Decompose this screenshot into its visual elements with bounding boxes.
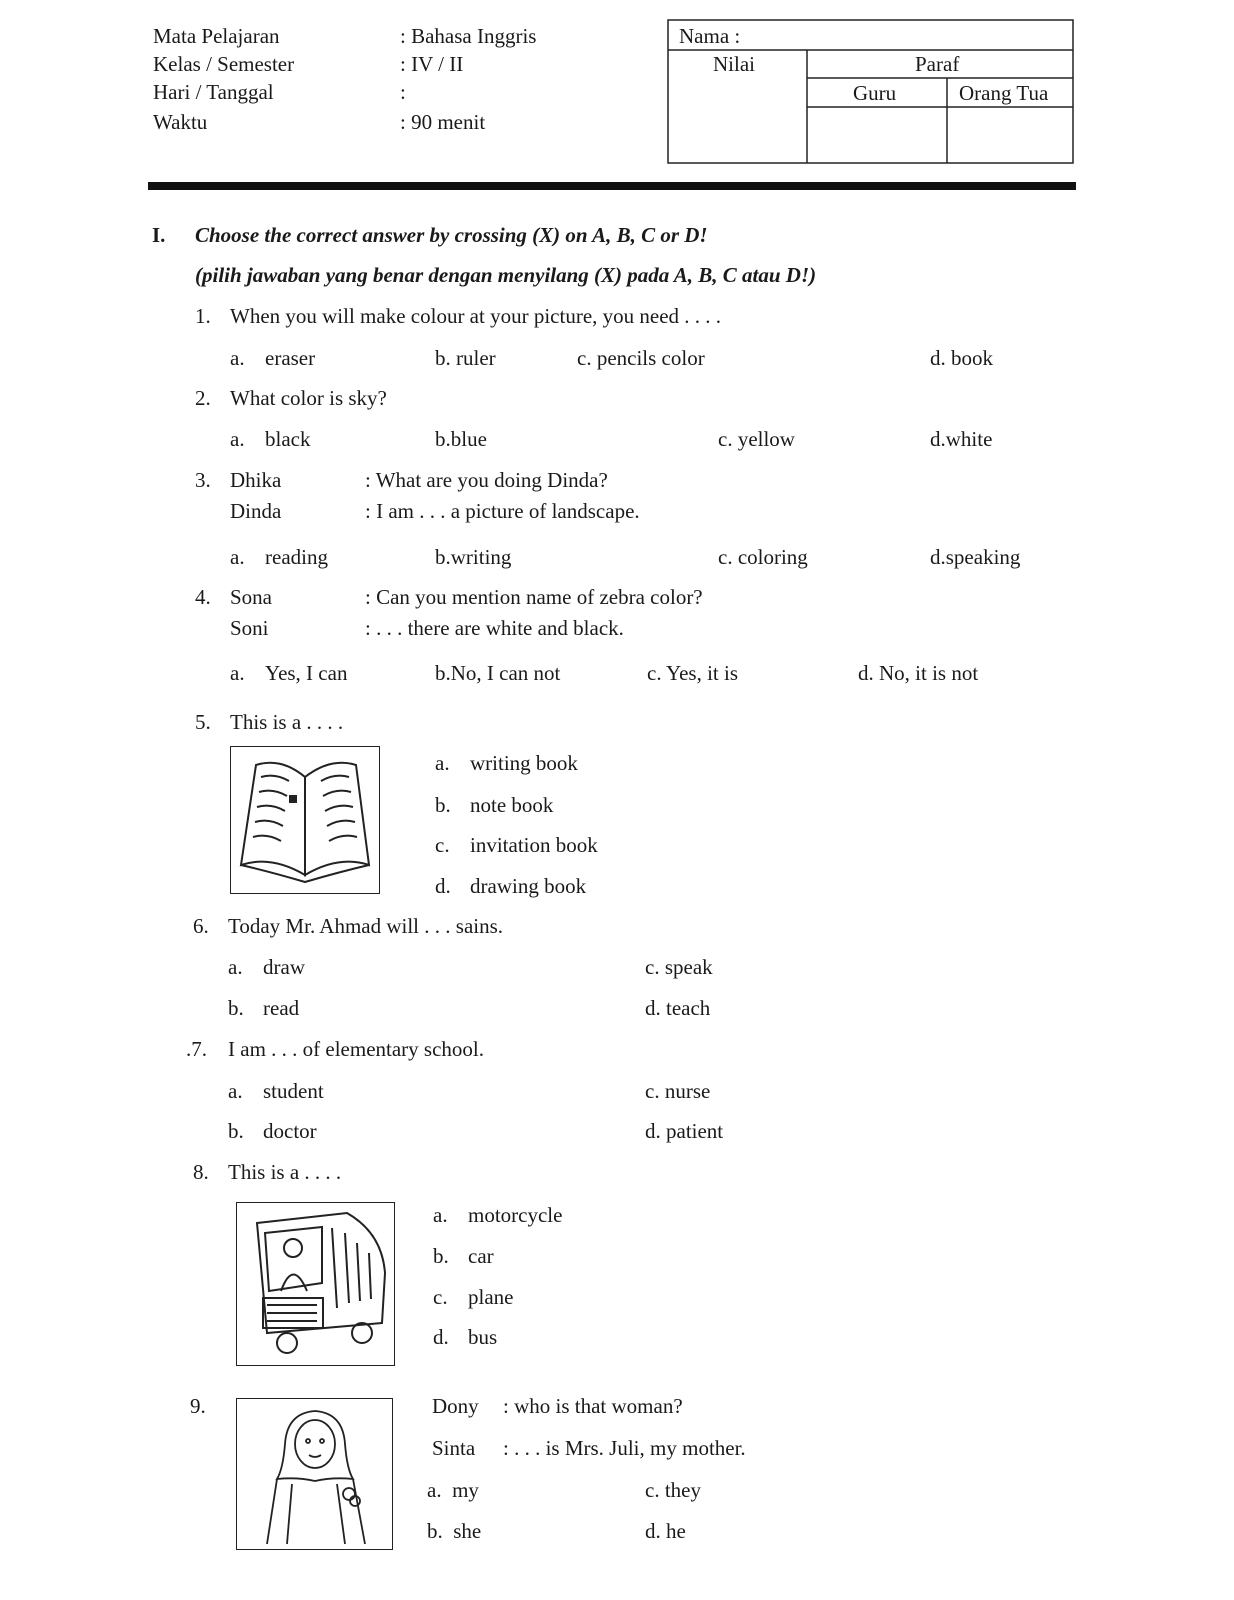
option-letter[interactable]: a.: [230, 661, 245, 685]
dialog-speaker: Soni: [230, 616, 269, 640]
dialog-speaker: Dhika: [230, 468, 282, 492]
option-letter[interactable]: a.: [230, 427, 245, 451]
option-d[interactable]: d.white: [930, 427, 993, 451]
option-b[interactable]: read: [263, 996, 300, 1020]
option-b[interactable]: b.No, I can not: [435, 661, 561, 685]
option-c[interactable]: plane: [468, 1285, 514, 1309]
signature-label: Paraf: [915, 52, 960, 76]
option-c[interactable]: c. yellow: [718, 427, 795, 451]
teacher-label: Guru: [853, 81, 897, 105]
option-c[interactable]: c. Yes, it is: [647, 661, 739, 685]
option-letter[interactable]: b.: [228, 996, 244, 1020]
question-number: 1.: [195, 304, 211, 328]
option-a[interactable]: writing book: [470, 751, 578, 775]
option-letter[interactable]: d.: [435, 874, 451, 898]
dialog-line: : who is that woman?: [503, 1394, 683, 1418]
dialog-speaker: Dony: [432, 1394, 479, 1418]
option-d[interactable]: drawing book: [470, 874, 587, 898]
option-a[interactable]: reading: [265, 545, 328, 569]
option-d[interactable]: d.speaking: [930, 545, 1021, 569]
question-number: 9.: [190, 1394, 206, 1418]
option-a[interactable]: motorcycle: [468, 1203, 563, 1227]
option-letter[interactable]: a.: [435, 751, 450, 775]
option-b[interactable]: b. ruler: [435, 346, 496, 370]
option-d[interactable]: d. he: [645, 1519, 686, 1543]
option-letter[interactable]: c.: [433, 1285, 448, 1309]
question-number: 3.: [195, 468, 211, 492]
dialog-line: : Can you mention name of zebra color?: [365, 585, 703, 609]
bus-icon: [237, 1203, 394, 1365]
option-c[interactable]: c. pencils color: [577, 346, 705, 370]
option-a[interactable]: black: [265, 427, 311, 451]
option-a[interactable]: student: [263, 1079, 324, 1103]
header-divider: [148, 182, 1076, 190]
field-label-class: Kelas / Semester: [153, 52, 295, 76]
question-text: When you will make colour at your picture, you need . . . .: [230, 304, 722, 328]
dialog-speaker: Sinta: [432, 1436, 476, 1460]
parent-label: Orang Tua: [959, 81, 1049, 105]
option-letter[interactable]: d.: [433, 1325, 449, 1349]
option-b[interactable]: doctor: [263, 1119, 317, 1143]
dialog-line: : I am . . . a picture of landscape.: [365, 499, 640, 523]
field-label-date: Hari / Tanggal: [153, 80, 274, 104]
option-letter[interactable]: a.: [228, 955, 243, 979]
book-picture: [230, 746, 380, 894]
option-b[interactable]: note book: [470, 793, 554, 817]
option-a[interactable]: draw: [263, 955, 305, 979]
dialog-speaker: Dinda: [230, 499, 282, 523]
option-c[interactable]: c. they: [645, 1478, 701, 1502]
question-number: 2.: [195, 386, 211, 410]
option-c[interactable]: c. coloring: [718, 545, 808, 569]
dialog-speaker: Sona: [230, 585, 272, 609]
option-letter[interactable]: a.: [433, 1203, 448, 1227]
option-a[interactable]: Yes, I can: [265, 661, 348, 685]
option-b[interactable]: b.writing: [435, 545, 512, 569]
field-value-class: : IV / II: [400, 52, 464, 76]
field-label-time: Waktu: [153, 110, 208, 134]
question-text: This is a . . . .: [228, 1160, 342, 1184]
bus-picture: [236, 1202, 395, 1366]
dialog-line: : . . . there are white and black.: [365, 616, 624, 640]
field-value-date: :: [400, 80, 406, 104]
question-text: What color is sky?: [230, 386, 387, 410]
option-b[interactable]: b.blue: [435, 427, 487, 451]
option-a[interactable]: a. my: [427, 1478, 479, 1502]
question-text: This is a . . . .: [230, 710, 344, 734]
field-value-subject: : Bahasa Inggris: [400, 24, 537, 48]
question-text: I am . . . of elementary school.: [228, 1037, 484, 1061]
option-letter[interactable]: b.: [433, 1244, 449, 1268]
section-instruction-id: (pilih jawaban yang benar dengan menyilang (X) pada A, B, C atau D!): [195, 263, 817, 287]
option-letter[interactable]: b.: [435, 793, 451, 817]
woman-picture: [236, 1398, 393, 1550]
option-d[interactable]: d. No, it is not: [858, 661, 979, 685]
option-letter[interactable]: a.: [230, 545, 245, 569]
question-number: 5.: [195, 710, 211, 734]
section-number: I.: [152, 223, 166, 247]
name-field[interactable]: Nama :: [679, 24, 741, 48]
question-number: .7.: [186, 1037, 207, 1061]
option-d[interactable]: bus: [468, 1325, 498, 1349]
option-d[interactable]: d. patient: [645, 1119, 724, 1143]
option-letter[interactable]: b.: [228, 1119, 244, 1143]
question-text: Today Mr. Ahmad will . . . sains.: [228, 914, 504, 938]
question-number: 4.: [195, 585, 211, 609]
option-a[interactable]: eraser: [265, 346, 316, 370]
option-c[interactable]: c. nurse: [645, 1079, 711, 1103]
option-b[interactable]: car: [468, 1244, 494, 1268]
dialog-line: : . . . is Mrs. Juli, my mother.: [503, 1436, 746, 1460]
option-letter[interactable]: a.: [228, 1079, 243, 1103]
option-letter[interactable]: c.: [435, 833, 450, 857]
question-number: 6.: [193, 914, 209, 938]
option-d[interactable]: d. book: [930, 346, 993, 370]
option-c[interactable]: c. speak: [645, 955, 713, 979]
option-d[interactable]: d. teach: [645, 996, 711, 1020]
question-number: 8.: [193, 1160, 209, 1184]
option-b[interactable]: b. she: [427, 1519, 482, 1543]
option-letter[interactable]: a.: [230, 346, 245, 370]
score-label: Nilai: [713, 52, 755, 76]
option-c[interactable]: invitation book: [470, 833, 598, 857]
score-table-grid: [0, 0, 1234, 200]
woman-icon: [237, 1399, 392, 1549]
dialog-line: : What are you doing Dinda?: [365, 468, 608, 492]
section-instruction: Choose the correct answer by crossing (X) on A, B, C or D!: [195, 223, 708, 247]
field-value-time: : 90 menit: [400, 110, 486, 134]
field-label-subject: Mata Pelajaran: [153, 24, 280, 48]
book-icon: [231, 747, 379, 893]
